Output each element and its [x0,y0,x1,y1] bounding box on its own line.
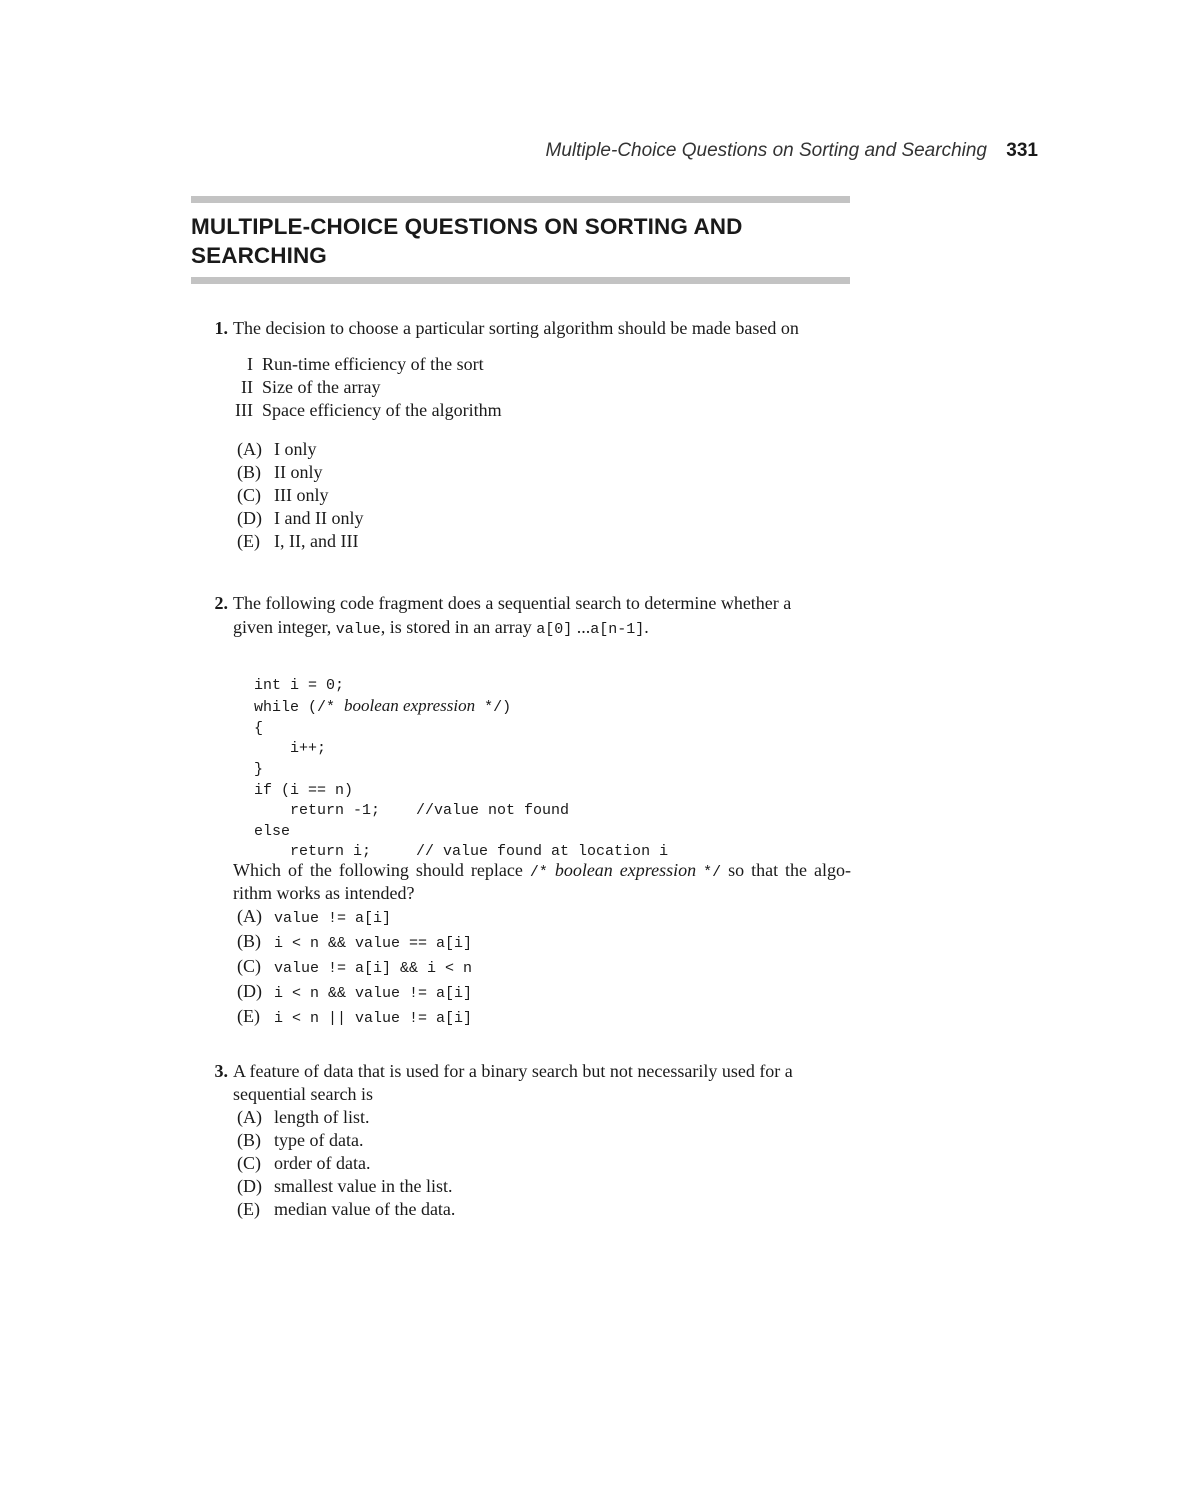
question-number: 3. [214,1061,228,1081]
section-title [191,212,851,270]
answer-option [237,507,363,530]
roman-numeral: II [241,377,253,397]
code-text: while (/* [254,699,345,717]
roman-item [221,399,502,422]
option-text: I and II only [274,508,364,528]
inline-code: a[n-1] [590,621,645,638]
option-code: i < n || value != a[i] [274,1010,473,1027]
option-label: (E) [237,531,260,551]
answer-option [237,530,363,553]
code-placeholder: boolean expression [344,696,476,716]
code-block [254,655,668,884]
code-line: } [254,760,264,778]
option-label: (B) [237,1130,261,1150]
option-label: (A) [237,906,262,926]
answer-option [237,438,363,461]
code-line: int i = 0; [254,676,345,694]
question-2-prompt [233,859,851,884]
question-2-prompt-line2: rithm works as intended? [233,883,415,903]
answer-option [237,461,363,484]
answer-option [237,1152,455,1175]
answer-option [237,980,472,1005]
option-label: (C) [237,1153,261,1173]
roman-item-text: Run-time efficiency of the sort [262,354,484,374]
answer-option [237,1198,455,1221]
roman-numeral: III [235,400,253,420]
inline-code: value [335,621,381,638]
answer-option [237,484,363,507]
option-label: (E) [237,1006,260,1026]
roman-item-text: Space efficiency of the algorithm [262,400,502,420]
inline-code: */ [703,864,722,881]
option-label: (A) [237,439,262,459]
question-2-stem-line2 [233,616,649,641]
question-text: The following code fragment does a sequential search to determine whether a [233,593,792,613]
question-text: ... [576,617,591,637]
question-3-stem [186,1060,793,1083]
option-label: (D) [237,508,262,528]
option-label: (D) [237,981,262,1001]
inline-code: a[0] [536,621,573,638]
question-text: The decision to choose a particular sorting algorithm should be made based on [233,318,799,338]
question-text: . [644,617,649,637]
option-code: i < n && value == a[i] [274,935,473,952]
title-rule-bottom [191,277,850,284]
question-2-options [237,905,472,1030]
option-text: type of data. [274,1130,364,1150]
option-text: III only [274,485,329,505]
option-label: (C) [237,485,261,505]
code-line [254,696,668,719]
question-1-stem [186,317,799,340]
code-line: else [254,822,291,840]
question-1-roman-list [221,353,502,422]
option-code: i < n && value != a[i] [274,985,473,1002]
question-number: 2. [214,593,228,613]
roman-item [221,353,502,376]
section-title-line: MULTIPLE-CHOICE QUESTIONS ON SORTING AND [191,214,743,239]
option-label: (E) [237,1199,260,1219]
option-code: value != a[i] [274,910,392,927]
answer-option [237,930,472,955]
answer-option [237,1005,472,1030]
question-number: 1. [214,318,228,338]
option-text: median value of the data. [274,1199,456,1219]
option-text: I only [274,439,317,459]
option-code: value != a[i] && i < n [274,960,473,977]
title-rule-top [191,196,850,203]
code-line: { [254,719,264,737]
question-text: given integer, [233,617,332,637]
answer-option [237,1175,455,1198]
roman-numeral: I [247,354,253,374]
roman-item-text: Size of the array [262,377,381,397]
option-text: length of list. [274,1107,370,1127]
option-text: II only [274,462,323,482]
question-text: , is stored in an array [380,617,532,637]
answer-option [237,1106,455,1129]
question-text: A feature of data that is used for a binary search but not necessarily used for a [233,1061,793,1081]
answer-option [237,955,472,980]
option-text: smallest value in the list. [274,1176,453,1196]
code-line: if (i == n) [254,781,354,799]
option-text: I, II, and III [274,531,359,551]
section-title-line: SEARCHING [191,243,327,268]
roman-item [221,376,502,399]
code-text: */) [475,699,512,717]
option-label: (B) [237,462,261,482]
option-label: (B) [237,931,261,951]
option-label: (C) [237,956,261,976]
placeholder-text: boolean expression [554,860,697,880]
option-text: order of data. [274,1153,371,1173]
question-text: Which of the following should replace [233,860,523,880]
answer-option [237,905,472,930]
page-number: 331 [1006,140,1038,161]
running-header-title: Multiple-Choice Questions on Sorting and Searching [545,140,988,161]
code-line: i++; [254,740,327,758]
option-label: (D) [237,1176,262,1196]
code-line: return i; // value found at location i [254,843,669,861]
option-label: (A) [237,1107,262,1127]
running-header [546,140,1038,162]
inline-code: /* [529,864,548,881]
code-line: return -1; //value not found [254,802,570,820]
answer-option [237,1129,455,1152]
question-3-stem-line2: sequential search is [233,1084,373,1104]
question-1-options [237,438,363,553]
question-text: so that the algo- [728,860,852,880]
question-2-stem [186,592,791,615]
question-3-options [237,1106,455,1221]
